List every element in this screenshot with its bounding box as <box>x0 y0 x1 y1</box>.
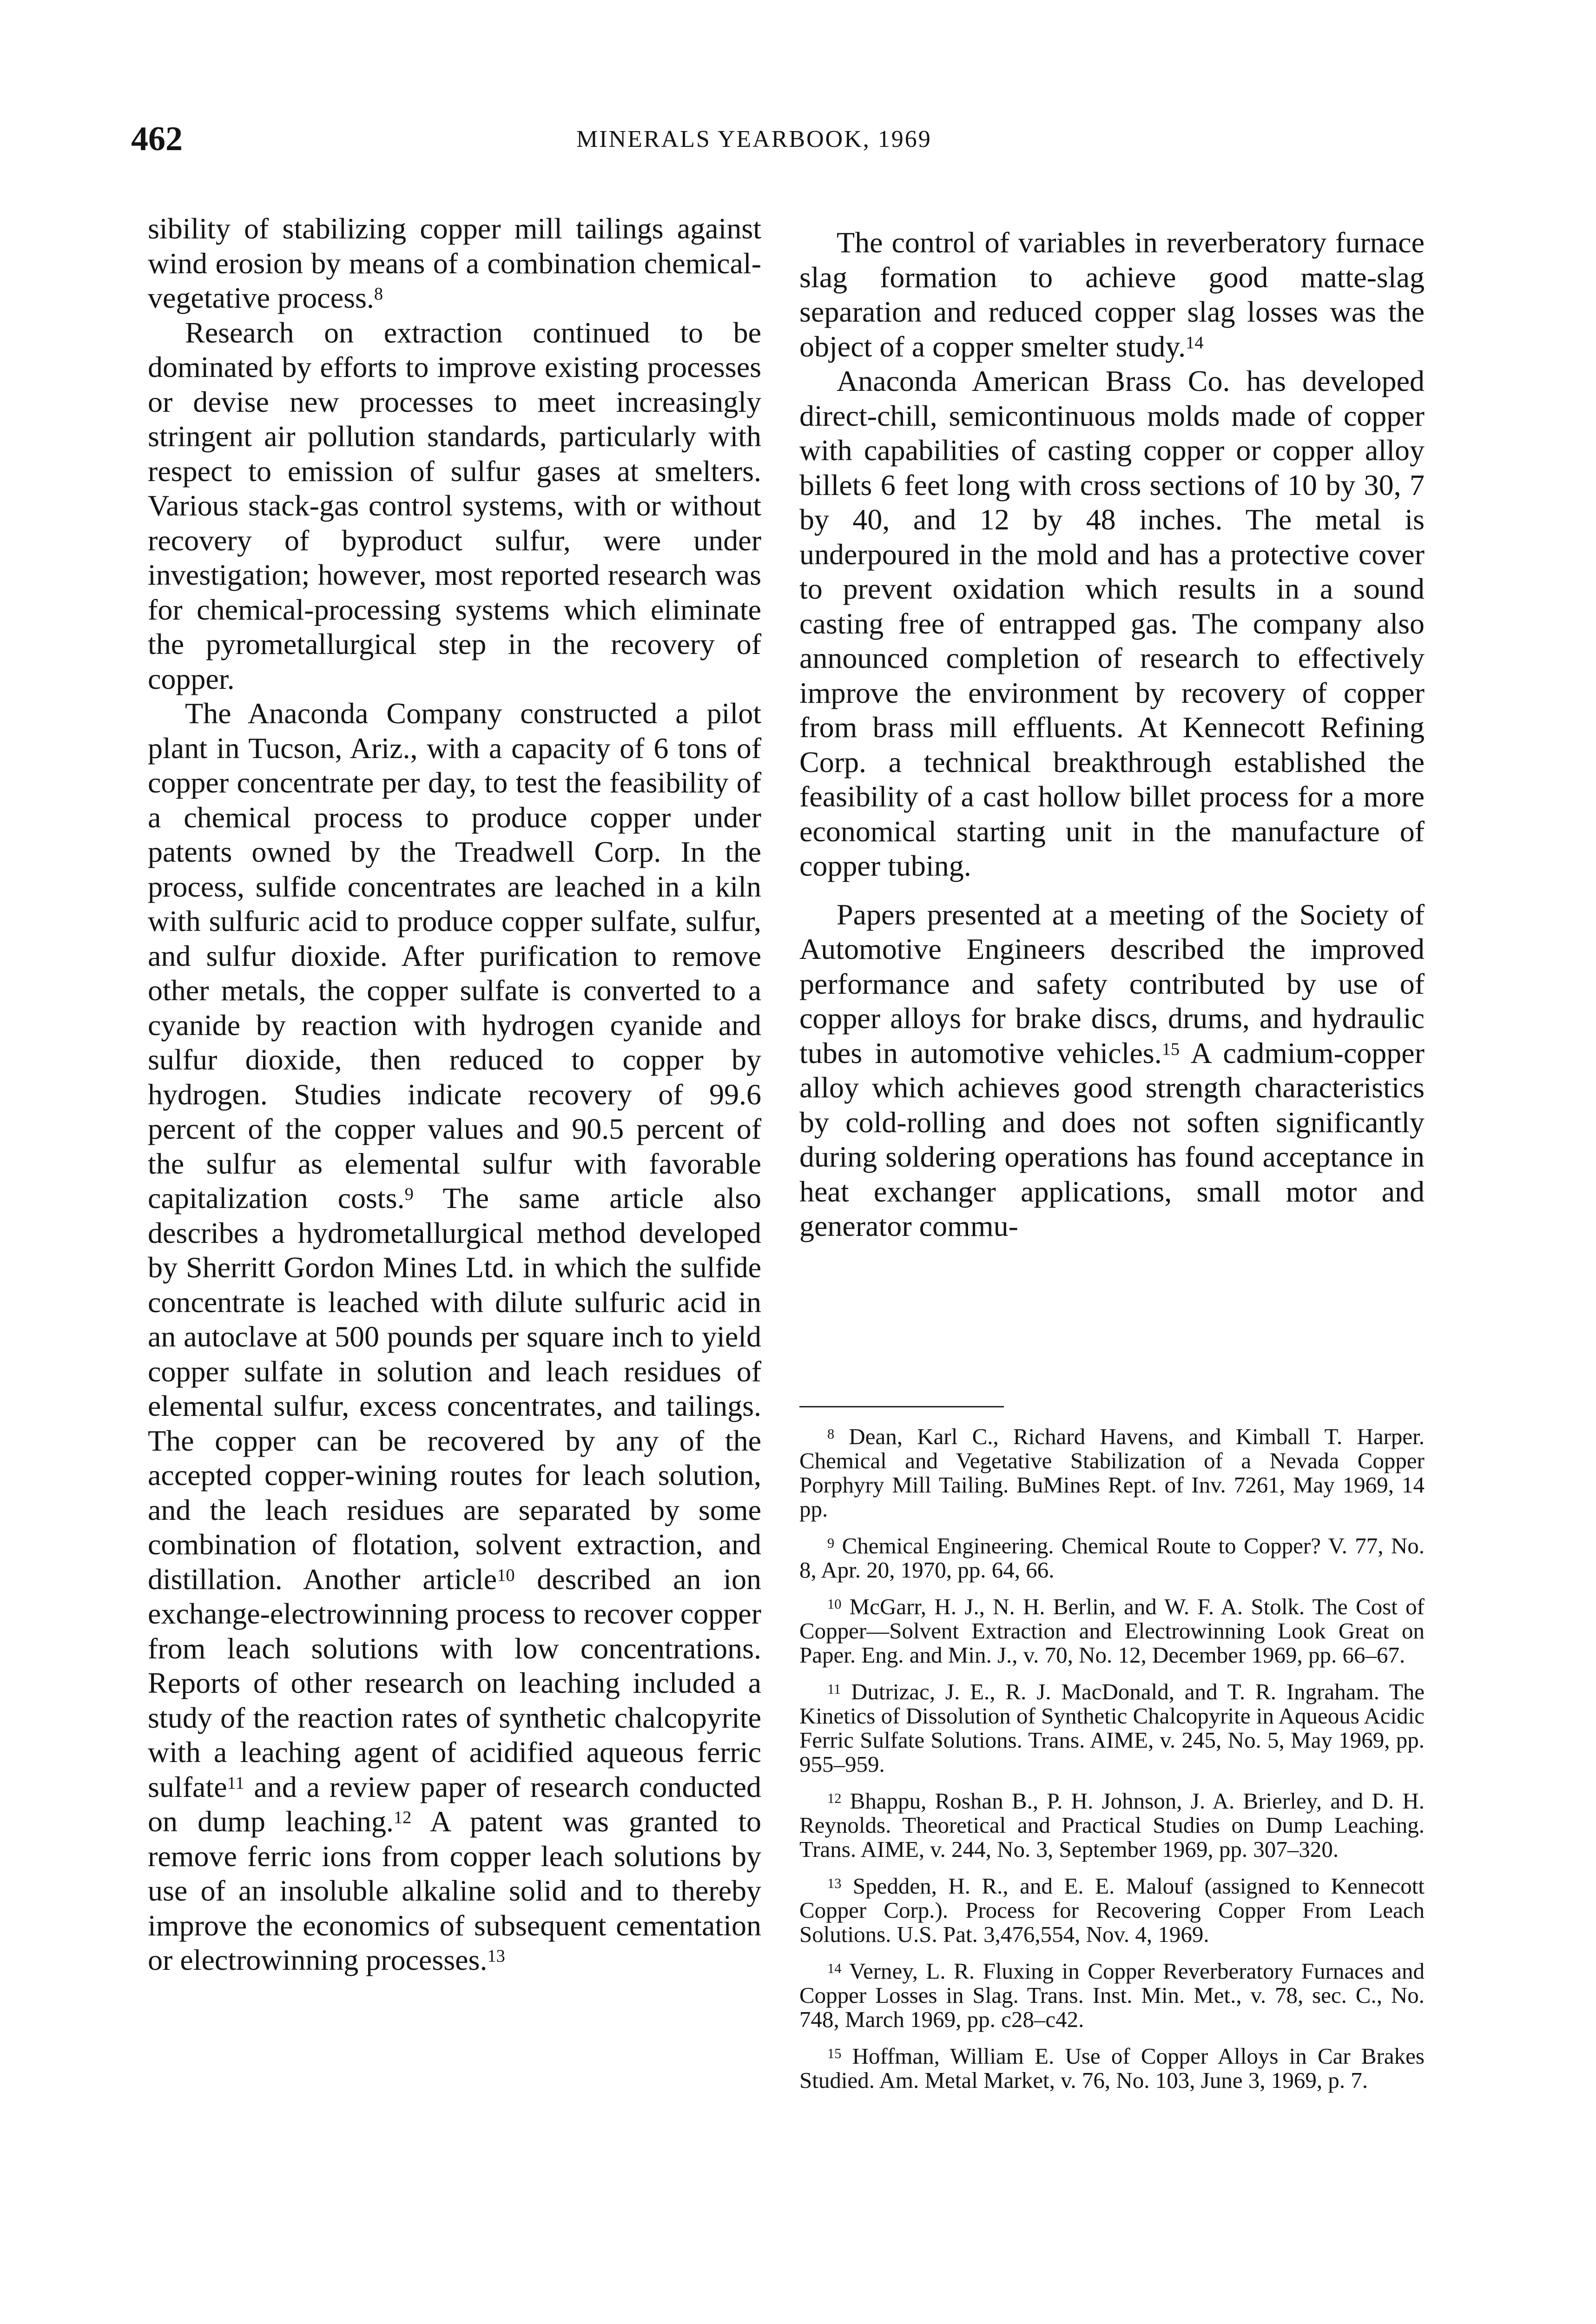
footnote-text: Hoffman, William E. Use of Copper Alloys in Car Brakes Studied. Am. Metal Market, v. 76, No. 103, June 3, 1969, p. 7. <box>799 2043 1425 2093</box>
paragraph-text: The same article also describes a hydrometallurgical method developed by Sherritt Gordon Mines Ltd. in which the sulfide concentrate is leached with dilute sulfuric acid in an autoclave at 500 pounds per square inch to yield copper sulfate in solution and leach residues of elemental sulfur, excess concentrates, and tailings. The copper can be recovered by any of the accepted copper-wining routes for leach solution, and the leach residues are separated by some combination of flotation, solvent extraction, and distillation. Another article <box>148 1182 762 1596</box>
footnote-number: 12 <box>827 1790 842 1806</box>
footnote-ref: 11 <box>227 1773 244 1793</box>
footnote-text: Bhappu, Roshan B., P. H. Johnson, J. A. Brierley, and D. H. Reynolds. Theoretical and Practical Studies on Dump Leaching. Trans. AIME, v. 244, No. 3, September 1969, pp. 307–320. <box>799 1788 1425 1862</box>
right-column <box>799 225 1425 1244</box>
footnote-ref: 12 <box>393 1808 412 1828</box>
paragraph-text: Papers presented at a meeting of the Society of Automotive Engineers described the improved performance and safety contributed by use of copper alloys for brake discs, drums, and hydraulic tubes in automotive vehicles. <box>799 898 1425 1070</box>
footnote <box>799 1595 1425 1667</box>
footnote-text: Verney, L. R. Fluxing in Copper Reverberatory Furnaces and Copper Losses in Slag. Trans. Inst. Min. Met., v. 78, sec. C., No. 748, March 1969, pp. c28–c42. <box>799 1958 1425 2032</box>
footnote-text: Chemical Engineering. Chemical Route to Copper? V. 77, No. 8, Apr. 20, 1970, pp. 64, 66. <box>799 1533 1425 1583</box>
paragraph: Research on extraction continued to be dominated by efforts to improve existing processes or devise new processes to meet increasingly stringent air pollution standards, particularly with respect to emission of sulfur gases at smelters. Various stack-gas control systems, with or without recovery of byproduct sulfur, were under investigation; however, most reported research was for chemical-processing systems which eliminate the pyrometallurgical step in the recovery of copper. <box>148 316 761 695</box>
running-header: MINERALS YEARBOOK, 1969 <box>576 126 932 152</box>
footnote-ref: 13 <box>487 1946 505 1966</box>
left-column <box>148 211 761 1978</box>
footnote-ref: 8 <box>374 284 383 304</box>
footnote-number: 13 <box>827 1875 842 1891</box>
footnote <box>799 1959 1425 2032</box>
paragraph-text: and a review paper of research conducted on dump leaching. <box>148 1770 761 1838</box>
footnote <box>799 2044 1425 2093</box>
paragraph-text: A patent was granted to remove ferric ions from copper leach solutions by use of an insoluble alkaline solid and to thereby improve the economics of subsequent cementation or electrowinning processes. <box>148 1805 762 1976</box>
footnote-number: 9 <box>827 1535 835 1551</box>
footnote-number: 8 <box>827 1426 835 1442</box>
paragraph <box>148 211 761 316</box>
footnote <box>799 1425 1425 1521</box>
footnote-ref: 14 <box>1186 333 1204 353</box>
footnote <box>799 1874 1425 1947</box>
paragraph <box>799 898 1425 1244</box>
paragraph <box>799 225 1425 364</box>
paragraph: Anaconda American Brass Co. has developed direct-chill, semicontinuous molds made of copper with capabilities of casting copper or copper alloy billets 6 feet long with cross sections of 10 by 30, 7 by 40, and 12 by 48 inches. The metal is underpoured in the mold and has a protective cover to prevent oxidation which results in a sound casting free of entrapped gas. The company also announced completion of research to effectively improve the environment by recovery of copper from brass mill effluents. At Kennecott Refining Corp. a technical breakthrough established the feasibility of a cast hollow billet process for a more economical starting unit in the manufacture of copper tubing. <box>799 364 1425 882</box>
page-number: 462 <box>131 120 183 158</box>
paragraph-text: A cadmium-copper alloy which achieves good strength characteristics by cold-rolling and does not soften significantly during soldering operations has found acceptance in heat exchanger applications, small motor and generator commu- <box>799 1036 1425 1242</box>
footnote-text: Dutrizac, J. E., R. J. MacDonald, and T. R. Ingraham. The Kinetics of Dissolution of Synthetic Chalcopyrite in Aqueous Acidic Ferric Sulfate Solutions. Trans. AIME, v. 245, No. 5, May 1969, pp. 955–959. <box>799 1679 1425 1777</box>
footnote-text: McGarr, H. J., N. H. Berlin, and W. F. A. Stolk. The Cost of Copper—Solvent Extraction and Electrowinning Look Great on Paper. Eng. and Min. J., v. 70, No. 12, December 1969, pp. 66–67. <box>799 1594 1425 1668</box>
footnote <box>799 1534 1425 1582</box>
paragraph-text: The control of variables in reverberatory furnace slag formation to achieve good matte-slag separation and reduced copper slag losses was the object of a copper smelter study. <box>799 226 1425 363</box>
footnote-ref: 10 <box>497 1565 515 1585</box>
footnote-number: 14 <box>827 1960 842 1976</box>
footnote-ref: 9 <box>404 1184 414 1204</box>
footnote-text: Dean, Karl C., Richard Havens, and Kimball T. Harper. Chemical and Vegetative Stabilization of a Nevada Copper Porphyry Mill Tailing. BuMines Rept. of Inv. 7261, May 1969, 14 pp. <box>799 1424 1425 1522</box>
footnote <box>799 1680 1425 1776</box>
paragraph-text: described an ion exchange-electrowinning process to recover copper from leach solutions with low concentrations. Reports of other research on leaching included a study of the reaction rates of synthetic chalcopyrite with a leaching agent of acidified aqueous ferric sulfate <box>148 1562 761 1803</box>
footnote-ref: 15 <box>1161 1039 1180 1059</box>
footnote-divider <box>799 1406 1004 1407</box>
footnote-number: 10 <box>827 1596 842 1612</box>
footnote-text: Spedden, H. R., and E. E. Malouf (assigned to Kennecott Copper Corp.). Process for Recovering Copper From Leach Solutions. U.S. Pat. 3,476,554, Nov. 4, 1969. <box>799 1873 1425 1947</box>
footnotes <box>799 1425 1425 2105</box>
paragraph-text: sibility of stabilizing copper mill tailings against wind erosion by means of a combination chemical-vegetative process. <box>148 212 761 314</box>
footnote-number: 15 <box>827 2045 842 2061</box>
footnote-number: 11 <box>827 1681 841 1697</box>
paragraph <box>148 696 761 1978</box>
footnote <box>799 1789 1425 1862</box>
paragraph-text: The Anaconda Company constructed a pilot plant in Tucson, Ariz., with a capacity of 6 tons of copper concentrate per day, to test the feasibility of a chemical process to produce copper under patents owned by the Treadwell Corp. In the process, sulfide concentrates are leached in a kiln with sulfuric acid to produce copper sulfate, sulfur, and sulfur dioxide. After purification to remove other metals, the copper sulfate is converted to a cyanide by reaction with hydrogen cyanide and sulfur dioxide, then reduced to copper by hydrogen. Studies indicate recovery of 99.6 percent of the copper values and 90.5 percent of the sulfur as elemental sulfur with favorable capitalization costs. <box>148 697 761 1215</box>
